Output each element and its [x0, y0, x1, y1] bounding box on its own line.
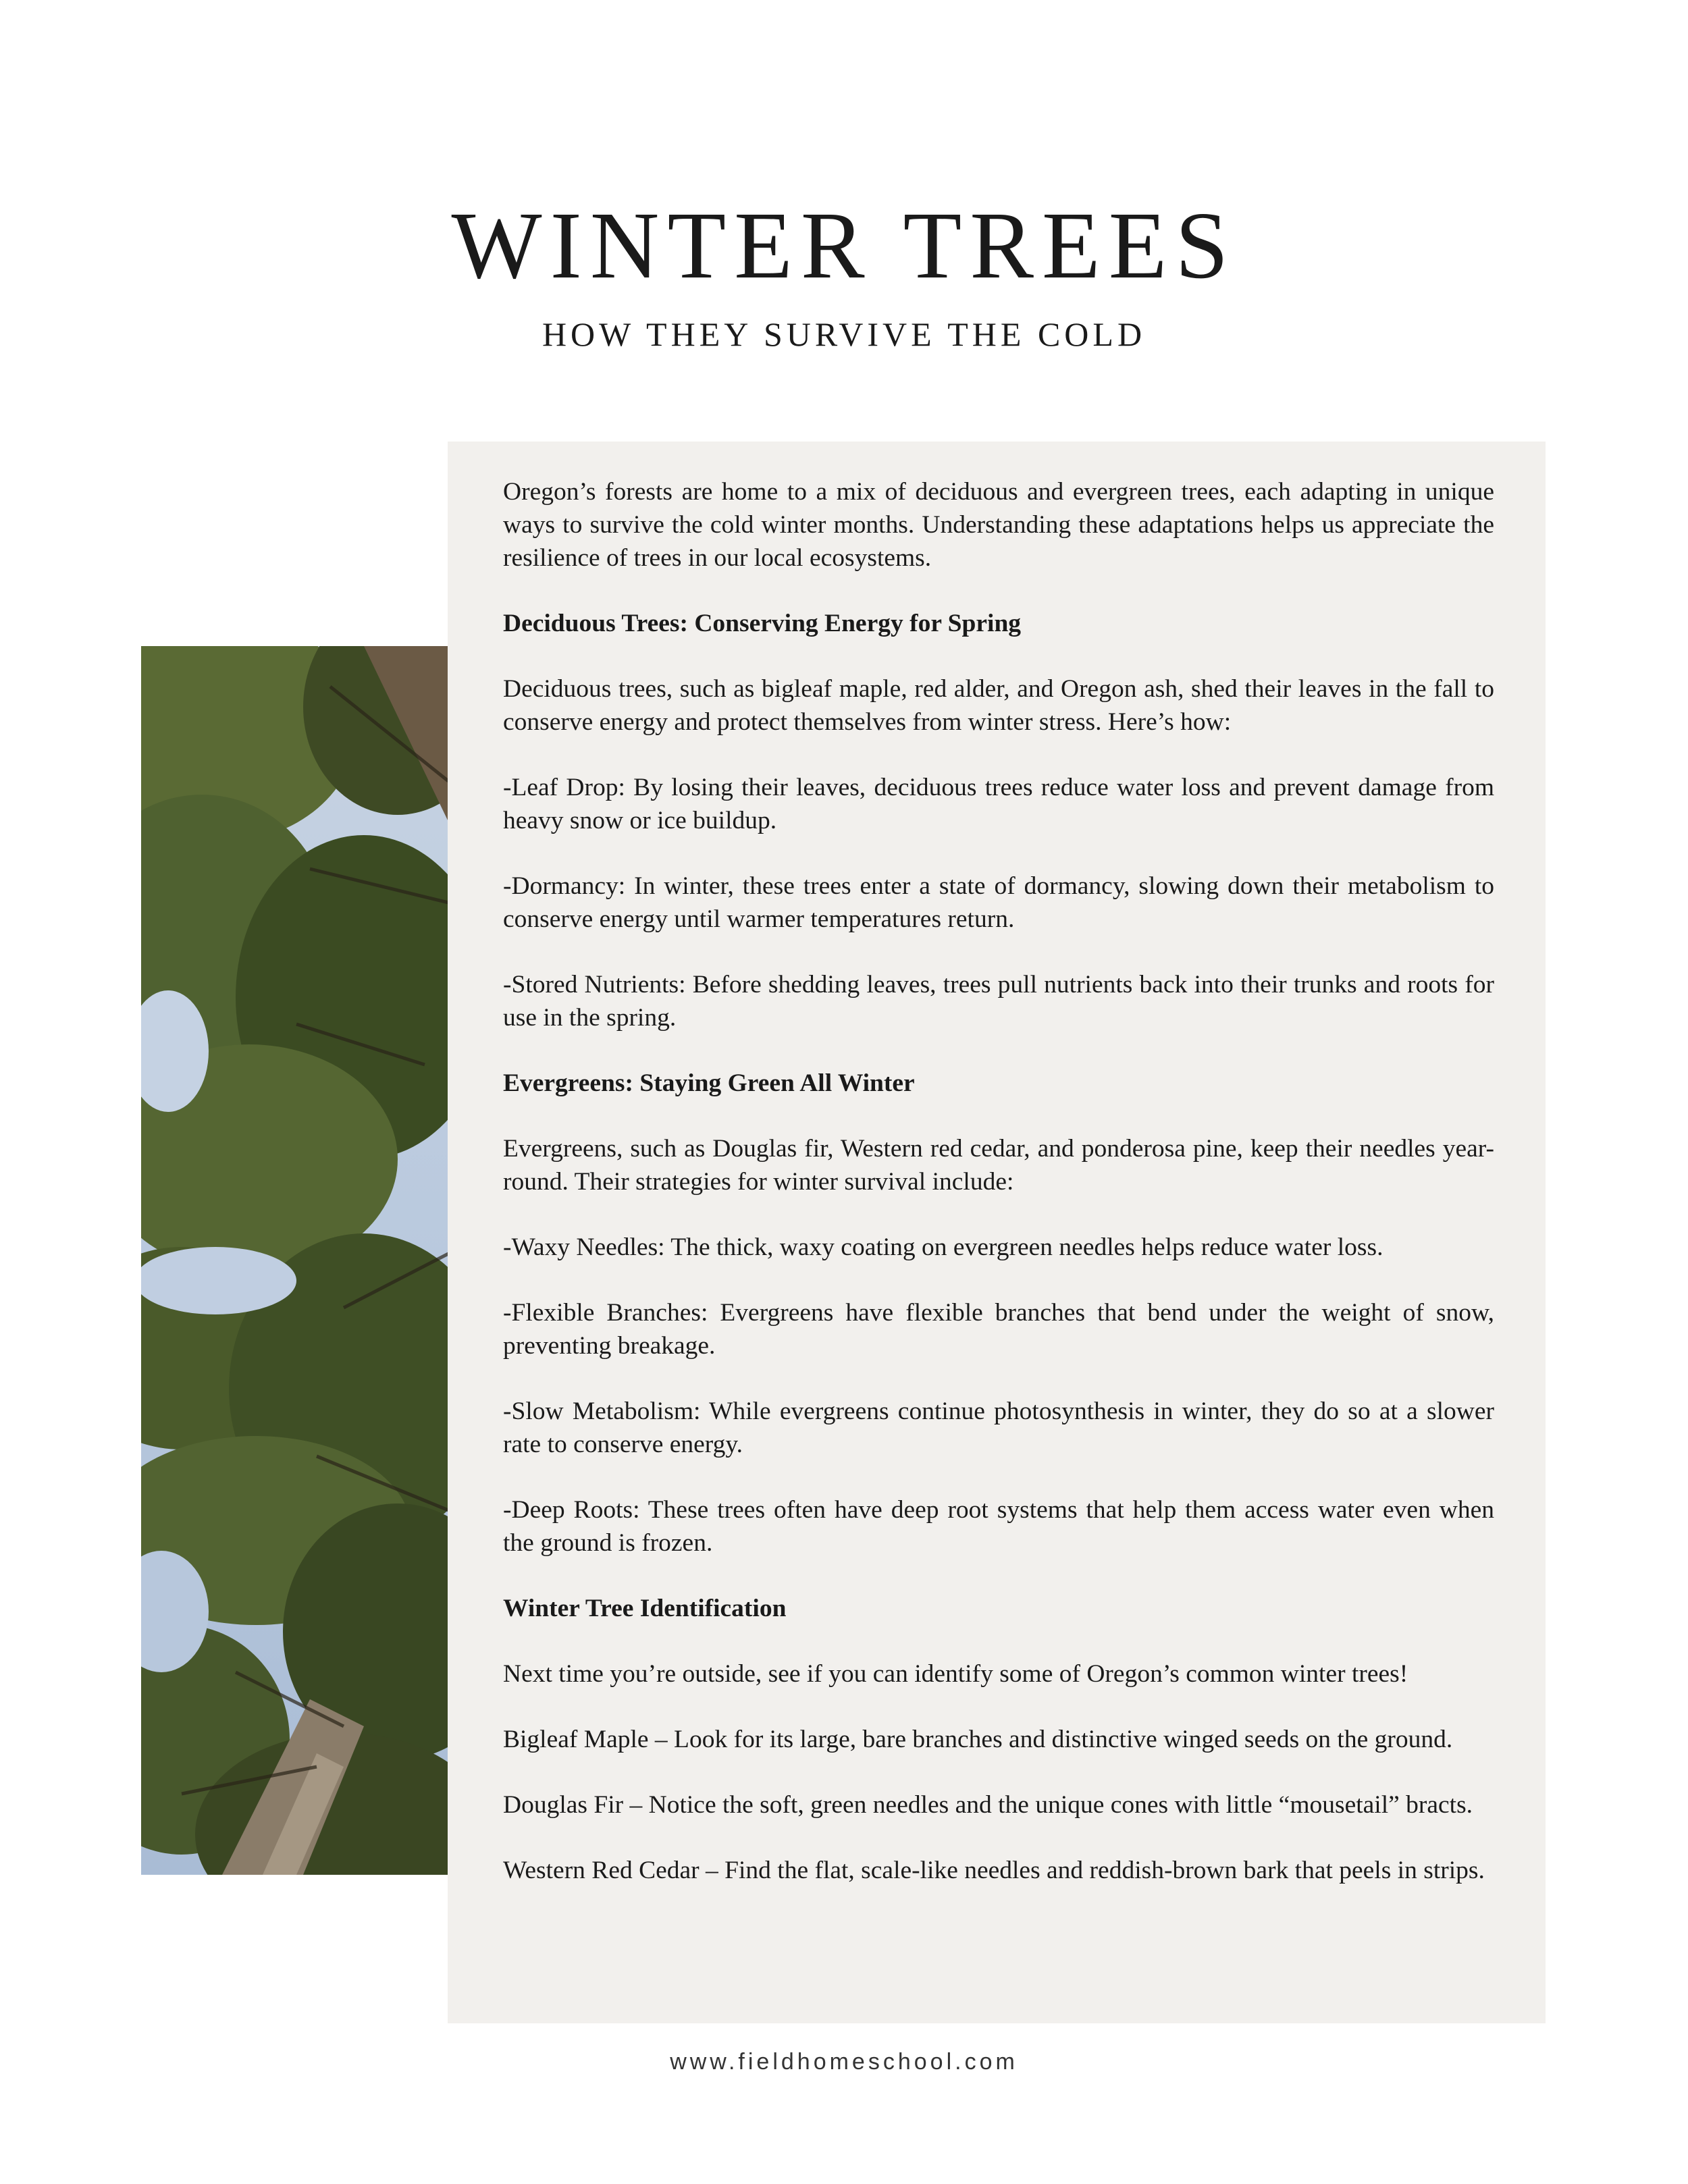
identification-heading: Winter Tree Identification: [503, 1595, 787, 1622]
identification-item: Bigleaf Maple – Look for its large, bare branches and distinctive winged seeds on the ground.: [503, 1726, 1453, 1753]
deciduous-heading: Deciduous Trees: Conserving Energy for Spring: [503, 610, 1022, 637]
intro-paragraph: Oregon’s forests are home to a mix of deciduous and evergreen trees, each adapting in unique ways to survive the cold winter months. Understanding these adaptations helps us appreciate the resilience of trees in our local ecosystems.: [503, 478, 1494, 572]
evergreens-item: -Deep Roots: These trees often have deep root systems that help them access water even when the ground is frozen.: [503, 1496, 1494, 1557]
page-title: WINTER TREES: [451, 192, 1237, 298]
evergreens-item: -Slow Metabolism: While evergreens continue photosynthesis in winter, they do so at a slower rate to conserve energy.: [503, 1397, 1494, 1458]
evergreens-heading: Evergreens: Staying Green All Winter: [503, 1069, 915, 1097]
deciduous-item: -Leaf Drop: By losing their leaves, deciduous trees reduce water loss and prevent damage from heavy snow or ice buildup.: [503, 774, 1494, 834]
identification-intro: Next time you’re outside, see if you can identify some of Oregon’s common winter trees!: [503, 1660, 1408, 1688]
page-subtitle: HOW THEY SURVIVE THE COLD: [542, 315, 1146, 353]
content-panel: [448, 442, 1546, 2023]
tree-canopy-photo: [141, 646, 448, 1875]
deciduous-intro: Deciduous trees, such as bigleaf maple, red alder, and Oregon ash, shed their leaves in the fall to conserve energy and protect themselves from winter stress. Here’s how:: [503, 675, 1494, 736]
evergreens-item: -Waxy Needles: The thick, waxy coating on evergreen needles helps reduce water loss.: [503, 1233, 1383, 1261]
identification-item: Western Red Cedar – Find the flat, scale-like needles and reddish-brown bark that peels in strips.: [503, 1857, 1485, 1884]
evergreens-intro: Evergreens, such as Douglas fir, Western red cedar, and ponderosa pine, keep their needles year-round. Their strategies for winter survival include:: [503, 1135, 1494, 1196]
evergreens-item: -Flexible Branches: Evergreens have flexible branches that bend under the weight of snow, preventing breakage.: [503, 1299, 1494, 1360]
deciduous-item: -Stored Nutrients: Before shedding leaves, trees pull nutrients back into their trunks and roots for use in the spring.: [503, 971, 1494, 1032]
footer-url[interactable]: www.fieldhomeschool.com: [670, 2049, 1018, 2075]
identification-item: Douglas Fir – Notice the soft, green needles and the unique cones with little “mousetail” bracts.: [503, 1791, 1473, 1819]
deciduous-item: -Dormancy: In winter, these trees enter a state of dormancy, slowing down their metabolism to conserve energy until warmer temperatures return.: [503, 872, 1494, 933]
